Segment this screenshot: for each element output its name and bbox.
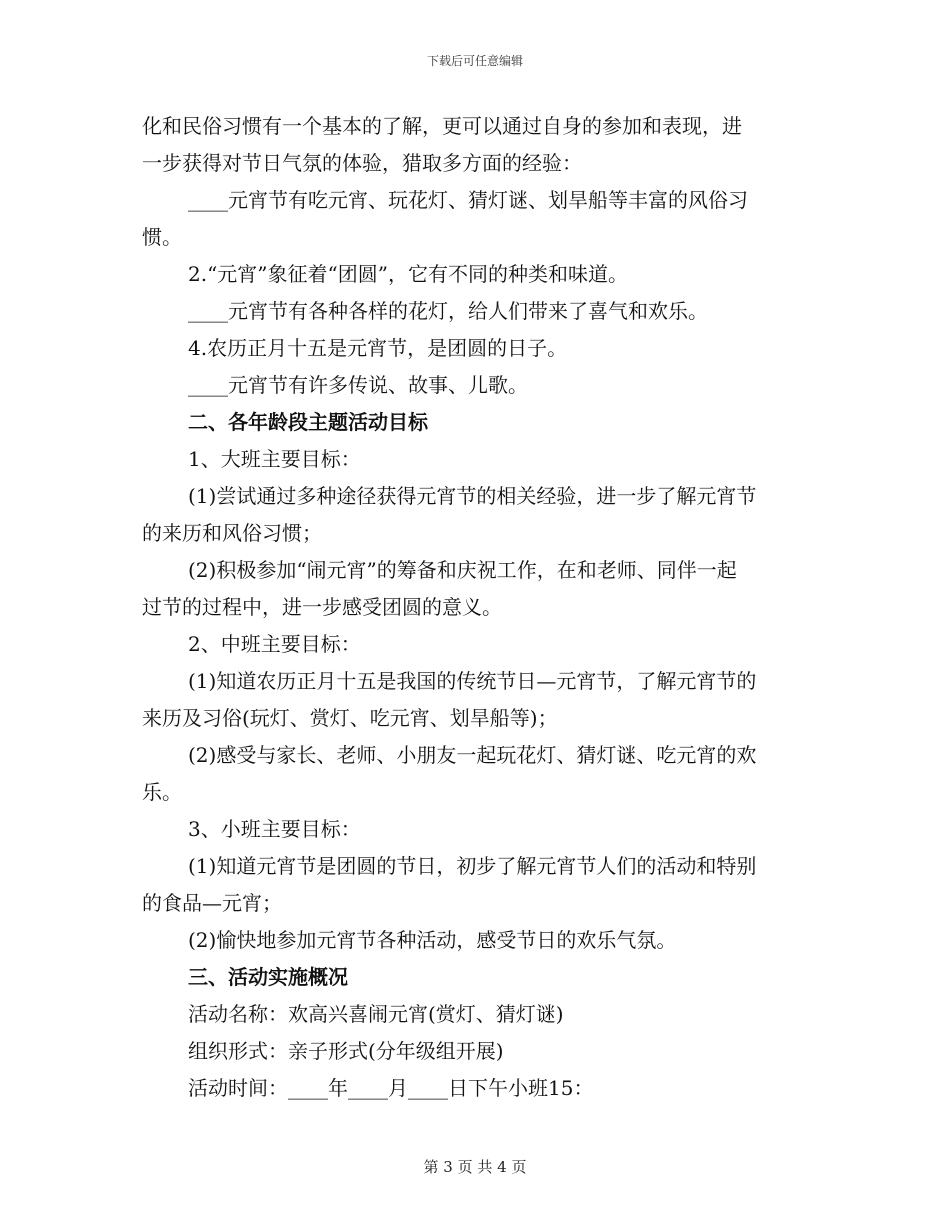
document-body bbox=[142, 108, 817, 1107]
text-line: ____元宵节有许多传说、故事、儿歌。 bbox=[188, 373, 528, 397]
text-line: 4.农历正月十五是元宵节，是团圆的日子。 bbox=[188, 336, 568, 360]
text-line: 乐。 bbox=[142, 780, 182, 804]
text-line: 活动时间：____年____月____日下午小班15： bbox=[188, 1076, 594, 1100]
text-line: (1)尝试通过多种途径获得元宵节的相关经验，进一步了解元宵节 bbox=[188, 484, 757, 508]
text-line: ____元宵节有吃元宵、玩花灯、猜灯谜、划旱船等丰富的风俗习 bbox=[188, 188, 748, 212]
text-line: (2)感受与家长、老师、小朋友一起玩花灯、猜灯谜、吃元宵的欢 bbox=[188, 743, 757, 767]
text-line: 2、中班主要目标： bbox=[188, 632, 361, 656]
text-line: (2)积极参加“闹元宵”的筹备和庆祝工作，在和老师、同伴一起 bbox=[188, 558, 737, 582]
text-line: 2.“元宵”象征着“团圆”，它有不同的种类和味道。 bbox=[188, 262, 628, 286]
page-header: 下载后可任意编辑 bbox=[426, 54, 523, 68]
section-heading: 二、各年龄段主题活动目标 bbox=[188, 410, 428, 434]
section-heading: 三、活动实施概况 bbox=[188, 965, 348, 989]
text-line: (2)愉快地参加元宵节各种活动，感受节日的欢乐气氛。 bbox=[188, 928, 677, 952]
text-line: 来历及习俗(玩灯、赏灯、吃元宵、划旱船等)； bbox=[142, 706, 558, 730]
text-line: 一步获得对节日气氛的体验，猎取多方面的经验： bbox=[142, 151, 582, 175]
text-line: 1、大班主要目标： bbox=[188, 447, 361, 471]
text-line: 过节的过程中，进一步感受团圆的意义。 bbox=[142, 595, 502, 619]
text-line: 组织形式：亲子形式(分年级组开展) bbox=[188, 1039, 504, 1063]
page-footer: 第 3 页 共 4 页 bbox=[423, 1158, 527, 1176]
text-line: 活动名称：欢高兴喜闹元宵(赏灯、猜灯谜) bbox=[188, 1002, 564, 1026]
text-line: 化和民俗习惯有一个基本的了解，更可以通过自身的参加和表现，进 bbox=[142, 114, 742, 138]
text-line: 的食品—元宵； bbox=[142, 891, 282, 915]
text-line: 3、小班主要目标： bbox=[188, 817, 361, 841]
text-line: 的来历和风俗习惯； bbox=[142, 521, 322, 545]
text-line: (1)知道农历正月十五是我国的传统节日—元宵节，了解元宵节的 bbox=[188, 669, 757, 693]
text-line: (1)知道元宵节是团圆的节日，初步了解元宵节人们的活动和特别 bbox=[188, 854, 757, 878]
text-line: ____元宵节有各种各样的花灯，给人们带来了喜气和欢乐。 bbox=[188, 299, 708, 323]
text-line: 惯。 bbox=[142, 225, 182, 249]
